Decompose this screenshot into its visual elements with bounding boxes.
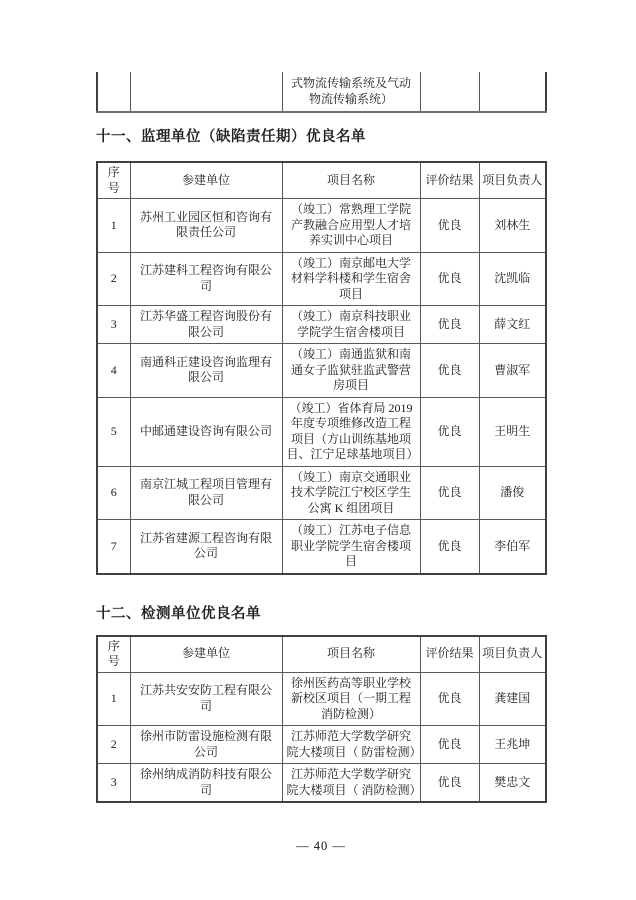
table-cell: 南通科正建设咨询监理有限公司 (130, 344, 282, 398)
table-row (97, 72, 546, 112)
table-row (97, 726, 546, 764)
table-cell: （竣工）省体育局 2019 年度专项维修改造工程项目（方山训练基地项目、江宁足球基地项目） (282, 397, 420, 466)
table-cell: 优良 (420, 726, 479, 764)
table-cell: （竣工）江苏电子信息职业学院学生宿舍楼项目 (282, 520, 420, 574)
table-cell (130, 72, 282, 112)
table-cell: 7 (97, 520, 130, 574)
testing-units-table (96, 635, 547, 804)
table-cell (97, 72, 130, 112)
table-row (97, 520, 546, 574)
column-header: 项目名称 (282, 636, 420, 673)
table-cell: 中邮通建设咨询有限公司 (130, 397, 282, 466)
table-row (97, 306, 546, 344)
table-cell: 王兆坤 (479, 726, 546, 764)
table-cell: 2 (97, 252, 130, 306)
table-cell: 江苏师范大学数学研究院大楼项目（ 消防检测） (282, 764, 420, 803)
section-11-heading: 十一、监理单位（缺陷责任期）优良名单 (96, 129, 366, 145)
table-cell: （竣工）南通监狱和南通女子监狱驻监武警营房项目 (282, 344, 420, 398)
table-cell: 3 (97, 764, 130, 803)
table-cell: 苏州工业园区恒和咨询有限责任公司 (130, 199, 282, 253)
column-header: 项目负责人 (479, 636, 546, 673)
table-cell: 薛文红 (479, 306, 546, 344)
table-cell: 李伯军 (479, 520, 546, 574)
page-number: — 40 — (296, 839, 346, 853)
column-header: 评价结果 (420, 636, 479, 673)
table-cell: 优良 (420, 252, 479, 306)
table-cell: 江苏建科工程咨询有限公司 (130, 252, 282, 306)
table-row (97, 466, 546, 520)
table-cell (420, 72, 479, 112)
table-cell: 刘林生 (479, 199, 546, 253)
column-header: 项目名称 (282, 162, 420, 199)
table-cell: 南京江城工程项目管理有限公司 (130, 466, 282, 520)
column-header: 参建单位 (130, 636, 282, 673)
table-cell: 曹淑军 (479, 344, 546, 398)
carryover-table (96, 72, 547, 113)
table-cell: 优良 (420, 466, 479, 520)
table-cell: 龚建国 (479, 672, 546, 726)
table-cell: 江苏省建源工程咨询有限公司 (130, 520, 282, 574)
table-row (97, 397, 546, 466)
table-cell: （竣工）南京邮电大学材料学科楼和学生宿舍项目 (282, 252, 420, 306)
table-cell: 江苏共安安防工程有限公司 (130, 672, 282, 726)
table-row (97, 199, 546, 253)
table-cell: 徐州医药高等职业学校新校区项目（一期工程消防检测） (282, 672, 420, 726)
table-cell: （竣工）常熟理工学院产教融合应用型人才培养实训中心项目 (282, 199, 420, 253)
table-cell: 王明生 (479, 397, 546, 466)
table-row (97, 764, 546, 803)
column-header: 项目负责人 (479, 162, 546, 199)
column-header: 评价结果 (420, 162, 479, 199)
table-cell: 樊忠文 (479, 764, 546, 803)
section-12-heading: 十二、检测单位优良名单 (96, 605, 261, 622)
table-cell: 优良 (420, 764, 479, 803)
table-header-row (97, 162, 546, 199)
table-cell: 潘俊 (479, 466, 546, 520)
table-cell: 5 (97, 397, 130, 466)
table-cell: 式物流传输系统及气动物流传输系统） (282, 72, 420, 112)
table-cell: 徐州纳成消防科技有限公司 (130, 764, 282, 803)
table-cell: 4 (97, 344, 130, 398)
table-cell: 优良 (420, 344, 479, 398)
column-header: 参建单位 (130, 162, 282, 199)
table-cell: （竣工）南京科技职业学院学生宿舍楼项目 (282, 306, 420, 344)
supervision-units-table (96, 161, 547, 575)
table-cell: 优良 (420, 306, 479, 344)
table-cell: 6 (97, 466, 130, 520)
table-cell: 优良 (420, 520, 479, 574)
table-cell: （竣工）南京交通职业技术学院江宁校区学生公寓 K 组团项目 (282, 466, 420, 520)
column-header: 序号 (97, 162, 130, 199)
table-cell: 1 (97, 672, 130, 726)
table-cell: 3 (97, 306, 130, 344)
table-cell: 优良 (420, 672, 479, 726)
table-cell: 优良 (420, 397, 479, 466)
table-cell: 优良 (420, 199, 479, 253)
table-cell: 江苏华盛工程咨询股份有限公司 (130, 306, 282, 344)
table-cell: 徐州市防雷设施检测有限公司 (130, 726, 282, 764)
page-content (96, 72, 546, 854)
column-header: 序号 (97, 636, 130, 673)
table-cell: 沈凯临 (479, 252, 546, 306)
table-header-row (97, 636, 546, 673)
table-cell (479, 72, 546, 112)
table-cell: 1 (97, 199, 130, 253)
table-row (97, 672, 546, 726)
table-cell: 2 (97, 726, 130, 764)
table-row (97, 252, 546, 306)
table-cell: 江苏师范大学数学研究院大楼项目（ 防雷检测） (282, 726, 420, 764)
table-row (97, 344, 546, 398)
